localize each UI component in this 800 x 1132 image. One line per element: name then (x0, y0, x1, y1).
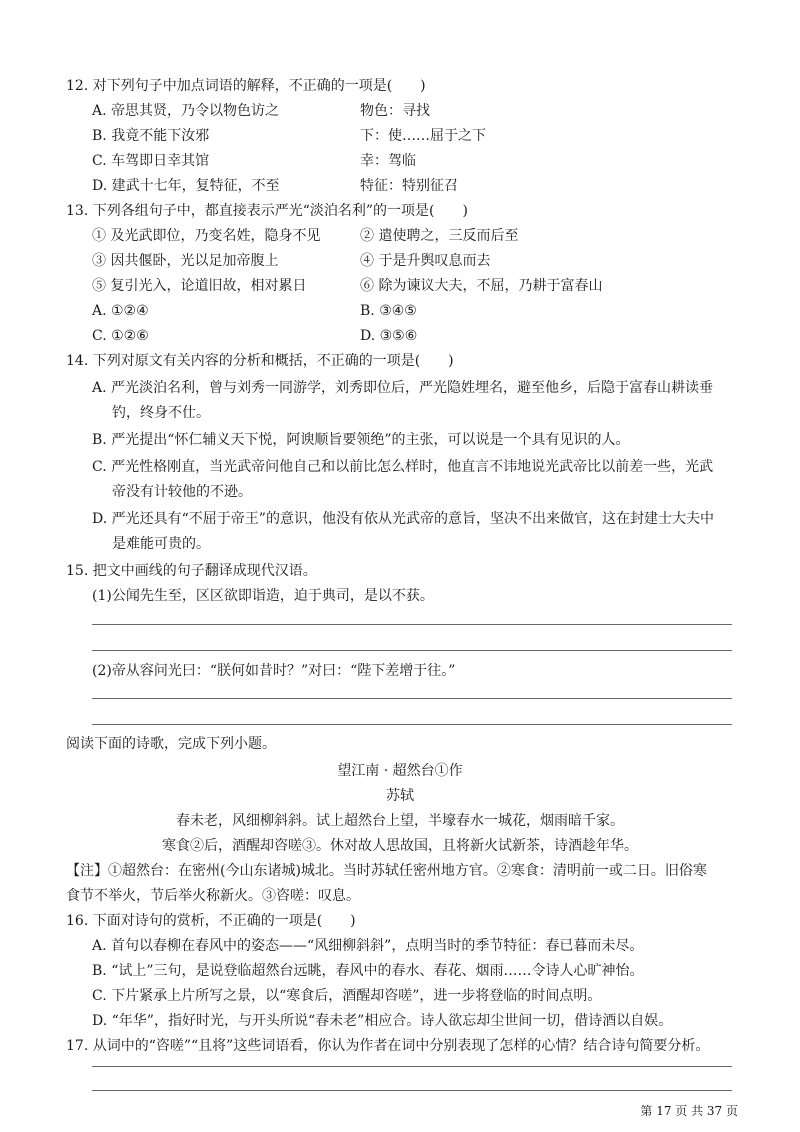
page-number: 第 17 页 共 37 页 (640, 1104, 738, 1118)
q15-answer-line-2[interactable] (92, 650, 732, 651)
q16-option-c: C. 下片紧承上片所写之景，以“寒食后，酒醒却咨嗟”，进一步将登临的时间点明。 (92, 988, 602, 1004)
q15-sentence-2: (2)帝从容问光曰：“朕何如昔时？”对曰：“陛下差增于往。” (92, 663, 456, 679)
q13-item-6: ⑥ 除为谏议大夫，不屈，乃耕于富春山 (360, 278, 603, 294)
q15-answer-line-4[interactable] (92, 724, 732, 725)
poem-line-1: 春未老，风细柳斜斜。试上超然台上望，半壕春水一城花，烟雨暗千家。 (176, 813, 624, 829)
q15-answer-line-1[interactable] (92, 624, 732, 625)
q13-item-4: ④ 于是升舆叹息而去 (360, 253, 491, 269)
q14-option-c-line1: C. 严光性格刚直，当光武帝问他自己和以前比怎么样时，他直言不讳地说光武帝比以前差一些，光武 (92, 459, 714, 475)
q16-option-a: A. 首句以春柳在春风中的姿态——“风细柳斜斜”，点明当时的季节特征：春已暮而未尽。 (92, 938, 644, 954)
q12-gloss-b: 下：使……屈于之下 (360, 128, 486, 144)
poem-intro: 阅读下面的诗歌，完成下列小题。 (66, 736, 276, 752)
q14-stem: 14. 下列对原文有关内容的分析和概括，不正确的一项是( ) (66, 353, 454, 369)
q14-option-c-line2: 帝没有计较他的不逊。 (112, 484, 252, 500)
q12-option-b: B. 我竟不能下汝邪 (92, 128, 210, 144)
q13-item-3: ③ 因共偃卧，光以足加帝腹上 (92, 253, 279, 269)
q13-choice-d: D. ③⑤⑥ (360, 328, 418, 344)
q12-option-d: D. 建武十七年，复特征，不至 (92, 178, 280, 194)
q13-stem: 13. 下列各组句子中，都直接表示严光“淡泊名利”的一项是( ) (66, 203, 468, 219)
q12-gloss-d: 特征：特别征召 (360, 178, 458, 194)
q13-choice-b: B. ③④⑤ (360, 303, 417, 319)
q14-option-d-line2: 是难能可贵的。 (112, 536, 210, 552)
q12-gloss-a: 物色：寻找 (360, 103, 430, 119)
q16-option-b: B. “试上”三句，是说登临超然台远眺，春风中的春水、春花、烟雨……令诗人心旷神怡。 (92, 963, 644, 979)
q14-option-b: B. 严光提出“怀仁辅义天下悦，阿谀顺旨要领绝”的主张，可以说是一个具有见识的人。 (92, 432, 630, 448)
q14-option-d-line1: D. 严光还具有“不屈于帝王”的意识，他没有依从光武帝的意旨，坚决不出来做官，这在封建士大夫中 (92, 511, 714, 527)
q12-option-a: A. 帝思其贤，乃令以物色访之 (92, 103, 280, 119)
q13-item-2: ② 遣使聘之，三反而后至 (360, 228, 519, 244)
q17-stem: 17. 从词中的“咨嗟”“且将”这些词语看，你认为作者在词中分别表现了怎样的心情？结合诗句简要分析。 (66, 1038, 710, 1054)
q15-answer-line-3[interactable] (92, 698, 732, 699)
poem-author: 苏轼 (386, 788, 414, 804)
q15-stem: 15. 把文中画线的句子翻译成现代汉语。 (66, 563, 317, 579)
q13-choice-a: A. ①②④ (92, 303, 149, 319)
poem-line-2: 寒食②后，酒醒却咨嗟③。休对故人思故国，且将新火试新茶，诗酒趁年华。 (162, 838, 638, 854)
q12-gloss-c: 幸：驾临 (360, 153, 416, 169)
q13-item-1: ① 及光武即位，乃变名姓，隐身不见 (92, 228, 321, 244)
q13-item-5: ⑤ 复引光入，论道旧故，相对累日 (92, 278, 307, 294)
q15-sentence-1: (1)公闻先生至，区区欲即诣造，迫于典司，是以不获。 (92, 588, 434, 604)
q17-answer-line-2[interactable] (92, 1090, 732, 1091)
q16-stem: 16. 下面对诗句的赏析，不正确的一项是( ) (66, 913, 356, 929)
q12-option-c: C. 车驾即日幸其馆 (92, 153, 210, 169)
q16-option-d: D. “年华”，指好时光，与开头所说“春未老”相应合。诗人欲忘却尘世间一切，借诗酒以自娱。 (92, 1013, 673, 1029)
q13-choice-c: C. ①②⑥ (92, 328, 149, 344)
q12-stem: 12. 对下列句子中加点词语的解释，不正确的一项是( ) (66, 78, 426, 94)
poem-title: 望江南 · 超然台①作 (337, 763, 463, 779)
poem-note-line-2: 食节不举火，节后举火称新火。③咨嗟：叹息。 (66, 888, 360, 904)
q14-option-a-line2: 钓，终身不仕。 (112, 405, 210, 421)
q17-answer-line-1[interactable] (92, 1066, 732, 1067)
q14-option-a-line1: A. 严光淡泊名利，曾与刘秀一同游学，刘秀即位后，严光隐姓埋名，避至他乡，后隐于富春山耕读垂 (92, 380, 714, 396)
poem-note-line-1: 【注】①超然台：在密州(今山东诸城)城北。当时苏轼任密州地方官。②寒食：清明前一或二日。旧俗寒 (66, 863, 707, 879)
